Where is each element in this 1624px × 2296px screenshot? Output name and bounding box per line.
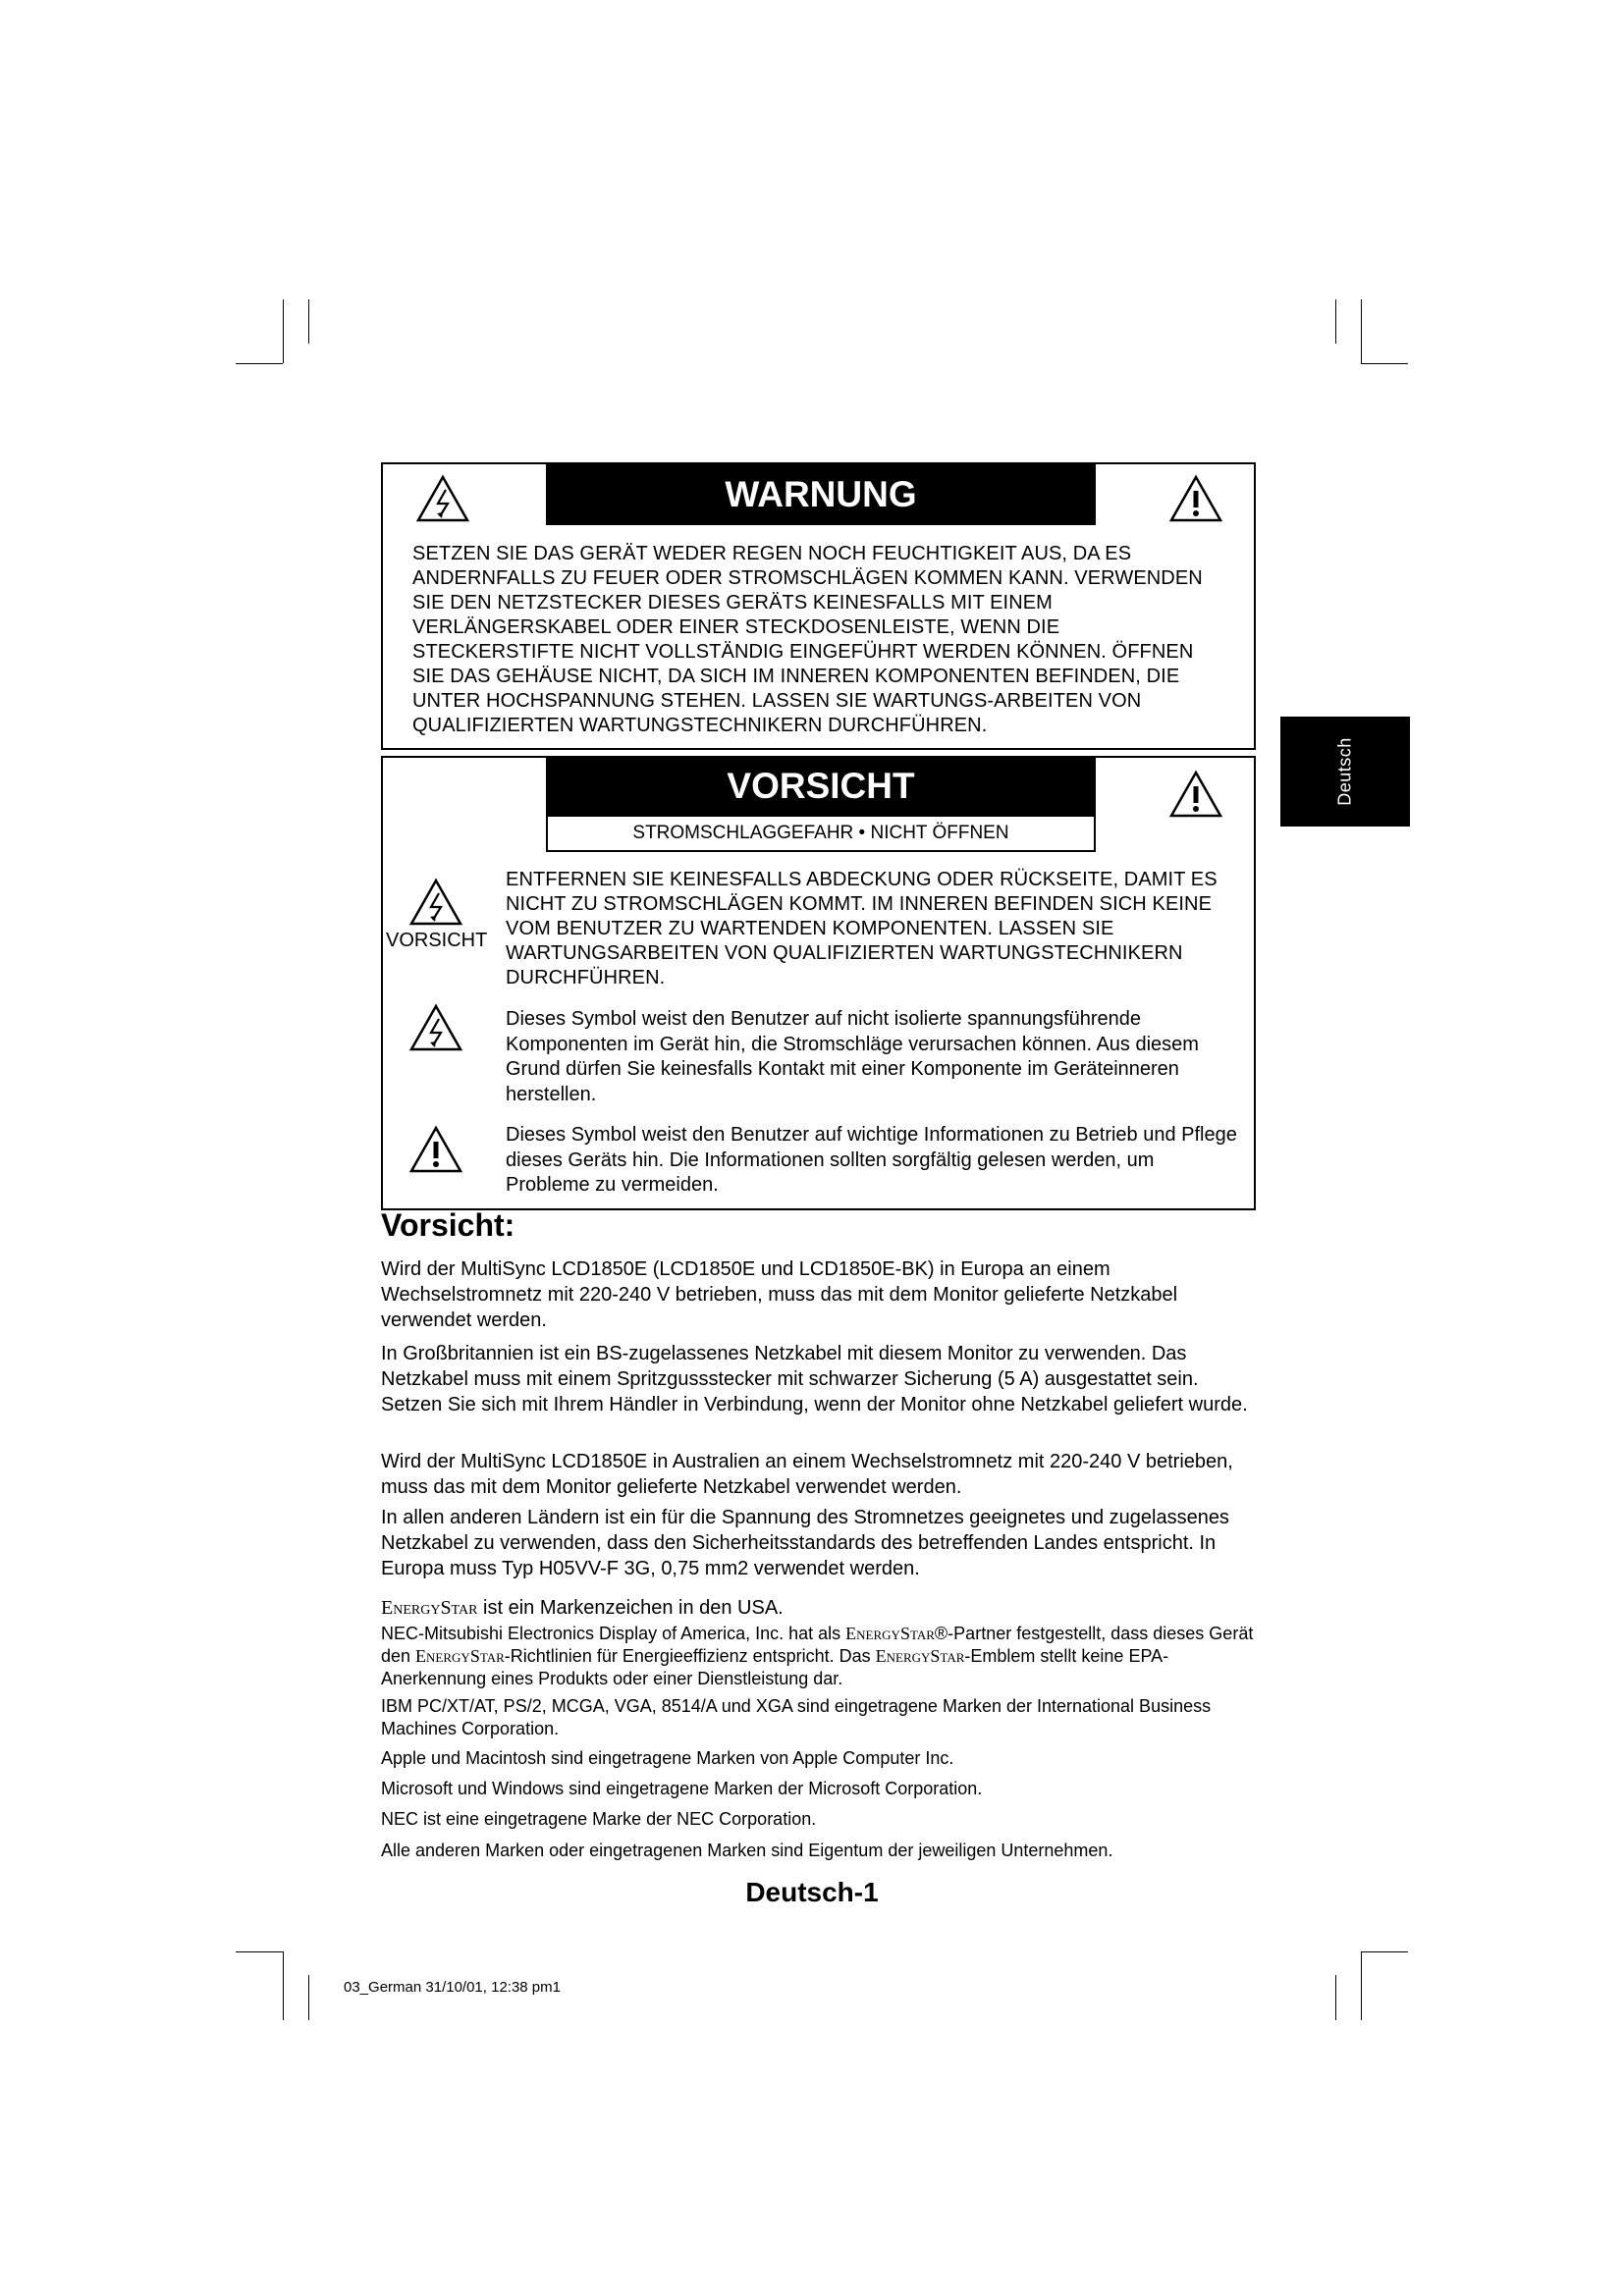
warning-text: SETZEN SIE DAS GERÄT WEDER REGEN NOCH FEUCHTIGKEIT AUS, DA ES ANDERNFALLS ZU FEUER ODER STROMSCHLÄGEN KOMMEN KANN. VERWENDEN SIE DEN NETZSTECKER DIESES GERÄTS KEINESFALLS MIT EINEM VERLÄNGERSKABEL ODER EINER STECKDOSENLEISTE, WENN DIE STECKERSTIFTE NICHT VOLLSTÄNDIG EINGEFÜHRT WERDEN KÖNNEN. ÖFFNEN SIE DAS GEHÄUSE NICHT, DA SICH IM INNEREN KOMPONENTEN BEFINDEN, DIE UNTER HOCHSPANNUNG STEHEN. LASSEN SIE WARTUNGS-ARBEITEN VON QUALIFIZIERTEN WARTUNGSTECHNIKERN DURCHFÜHREN. (412, 543, 1203, 736)
language-tab-label: Deutsch (1334, 737, 1355, 806)
paragraph: Wird der MultiSync LCD1850E (LCD1850E und LCD1850E-BK) in Europa an einem Wechselstromnetz mit 220-240 V betrieben, muss das mit dem Monitor gelieferte Netzkabel verwendet werden. (381, 1258, 1178, 1331)
language-tab (1280, 717, 1410, 827)
lightning-warning-icon (415, 474, 470, 523)
exclamation-warning-icon (1168, 770, 1223, 819)
paragraph: In Großbritannien ist ein BS-zugelassenes Netzkabel mit diesem Monitor zu verwenden. Das Netzkabel muss mit einem Spritzgussstecker mit schwarzer Sicherung (5 A) ausgestattet sein. Setzen Sie sich mit Ihrem Händler in Verbindung, wenn der Monitor ohne Netzkabel geliefert wurde. (381, 1343, 1248, 1415)
paragraph: In allen anderen Ländern ist ein für die Spannung des Stromnetzes geeignetes und zugelassenes Netzkabel zu verwenden, dass den Sicherheitsstandards des betreffenden Landes entspricht. In Europa muss Typ H05VV-F 3G, 0,75 mm2 verwendet werden. (381, 1507, 1229, 1579)
lightning-symbol-explanation: Dieses Symbol weist den Benutzer auf nicht isolierte spannungsführende Komponenten im Gerät hin, die Stromschläge verursachen können. Aus diesem Grund dürfen Sie keinesfalls Kontakt mit einer Komponente im Geräteinneren herstellen. (506, 1008, 1199, 1105)
caution-title: VORSICHT (546, 758, 1096, 815)
caution-subtitle: STROMSCHLAGGEFAHR • NICHT ÖFFNEN (546, 815, 1096, 852)
exclamation-warning-icon (408, 1125, 463, 1174)
paragraph: Wird der MultiSync LCD1850E in Australien an einem Wechselstromnetz mit 220-240 V betrieben, muss das mit dem Monitor gelieferte Netzkabel verwendet werden. (381, 1451, 1233, 1498)
trademark-ibm: IBM PC/XT/AT, PS/2, MCGA, VGA, 8514/A und XGA sind eingetragene Marken der International Business Machines Corporation. (381, 1696, 1212, 1738)
crop-mark (283, 1951, 284, 2020)
print-slug: 03_German 31/10/01, 12:38 pm1 (344, 1979, 561, 1996)
exclamation-symbol-explanation: Dieses Symbol weist den Benutzer auf wichtige Informationen zu Betrieb und Pflege dieses Geräts hin. Die Informationen sollten sorgfältig gelesen werden, um Probleme zu vermeiden. (506, 1124, 1237, 1196)
lightning-warning-icon (408, 1003, 463, 1052)
trademark-others: Alle anderen Marken oder eingetragenen Marken sind Eigentum der jeweiligen Unternehmen. (381, 1841, 1113, 1860)
crop-mark (1361, 299, 1362, 363)
lightning-warning-icon (408, 878, 463, 927)
warning-title: WARNUNG (546, 464, 1096, 525)
trademark-apple: Apple und Macintosh sind eingetragene Marken von Apple Computer Inc. (381, 1748, 954, 1768)
trademark-nec-mitsubishi: NEC-Mitsubishi Electronics Display of America, Inc. hat als EnergyStar®-Partner festgestellt, dass dieses Gerät den EnergyStar-Richtlinien für Energieeffizienz entspricht. Das EnergyStar-Emblem stellt keine EPA-Anerkennung eines Produkts oder einer Dienstleistung dar. (381, 1624, 1254, 1688)
trademark-microsoft: Microsoft und Windows sind eingetragene Marken der Microsoft Corporation. (381, 1779, 983, 1798)
caution-box (381, 756, 1256, 1210)
vorsicht-heading: Vorsicht: (381, 1207, 515, 1243)
crop-mark (1361, 1951, 1362, 2020)
trademark-energystar: EnergyStar ist ein Markenzeichen in den USA. (381, 1597, 784, 1619)
trademark-nec: NEC ist eine eingetragene Marke der NEC Corporation. (381, 1809, 817, 1829)
crop-mark (308, 1975, 309, 2020)
exclamation-warning-icon (1168, 474, 1223, 523)
crop-mark (308, 299, 309, 344)
crop-mark (283, 299, 284, 363)
crop-mark (236, 1951, 283, 1952)
crop-mark (1361, 1951, 1408, 1952)
crop-mark (1335, 299, 1336, 344)
crop-mark (1335, 1975, 1336, 2020)
caution-icon-label: VORSICHT (386, 930, 488, 951)
caution-main-text: ENTFERNEN SIE KEINESFALLS ABDECKUNG ODER RÜCKSEITE, DAMIT ES NICHT ZU STROMSCHLÄGEN KOMMT. IM INNEREN BEFINDEN SICH KEINE VOM BENUTZER ZU WARTENDEN KOMPONENTEN. LASSEN SIE WARTUNGSARBEITEN VON QUALIFIZIERTEN WARTUNGSTECHNIKERN DURCHFÜHREN. (506, 869, 1218, 988)
warning-box (381, 462, 1256, 750)
crop-mark (236, 363, 283, 364)
crop-mark (1361, 363, 1408, 364)
page-number: Deutsch-1 (745, 1877, 879, 1907)
